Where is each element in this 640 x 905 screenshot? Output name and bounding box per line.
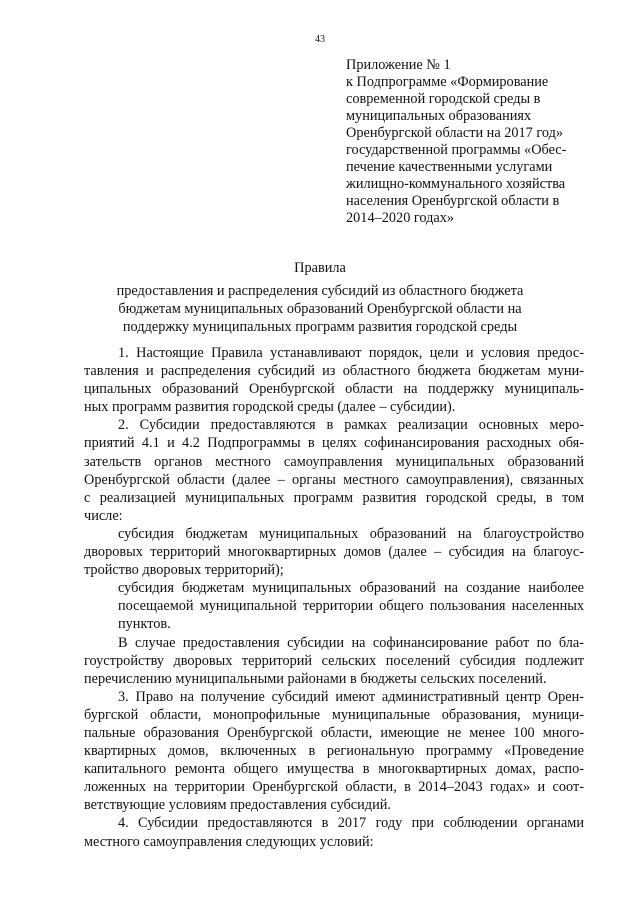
text-line: пунктов.	[118, 616, 171, 633]
text-line: 4. Субсидии предоставляются в 2017 году при соблюдении органами	[118, 815, 584, 832]
text-line: посещаемой муниципальной территории общего пользования населенных	[118, 598, 584, 615]
text-line: пальные образования Оренбургской области, имеющие не менее 100 много-	[84, 724, 584, 741]
document-title: Правила	[294, 260, 346, 276]
text-line: ложенных на территории Оренбургской области, в 2014–2043 годах» и соот-	[84, 779, 584, 796]
text-line: с реализацией муниципальных программ развития городской среды, в том	[84, 489, 584, 506]
text-line: субсидия бюджетам муниципальных образований на создание наиболее	[118, 580, 584, 597]
paragraph-subsidy-yards	[84, 525, 584, 579]
text-line: ветствующие условиям предоставления субсидий.	[84, 797, 391, 814]
text-line: ных программ развития городской среды (далее – субсидии).	[84, 399, 456, 416]
text-line: гоустройству дворовых территорий сельских поселений субсидия подлежит	[84, 652, 584, 669]
paragraph-1	[84, 344, 584, 416]
appendix-line: 2014–2020 годах»	[346, 210, 455, 226]
document-subtitle	[0, 282, 640, 336]
paragraph-rural-settlements	[84, 634, 584, 688]
appendix-line: Приложение № 1	[346, 57, 451, 73]
appendix-line: к Подпрограмме «Формирование	[346, 74, 549, 90]
appendix-line: современной городской среды в	[346, 91, 541, 107]
text-line: тройство дворовых территорий);	[84, 562, 284, 579]
text-line: капитального ремонта общего имущества в многоквартирных домах, распо-	[84, 761, 584, 778]
document-body	[84, 344, 584, 851]
subtitle-line: бюджетам муниципальных образований Оренбургской области на	[118, 301, 522, 317]
appendix-line: Оренбургской области на 2017 год»	[346, 125, 564, 141]
text-line: Оренбургской области (далее – органы местного самоуправления), связанных	[84, 471, 584, 488]
text-line: приятий 4.1 и 4.2 Подпрограммы в целях софинансирования расходных обя-	[84, 435, 584, 452]
paragraph-subsidy-public-area	[84, 579, 584, 633]
paragraph-2	[84, 416, 584, 525]
text-line: местного самоуправления следующих условий:	[84, 833, 374, 850]
appendix-header	[346, 57, 596, 227]
subtitle-line: поддержку муниципальных программ развития городской среды	[122, 319, 518, 335]
text-line: зательств органов местного самоуправления муниципальных образований	[84, 453, 584, 470]
text-line: 3. Право на получение субсидий имеют административный центр Орен-	[118, 688, 584, 705]
appendix-line: жилищно-коммунального хозяйства	[346, 176, 566, 192]
appendix-line: муниципальных образованиях	[346, 108, 532, 124]
text-line: субсидия бюджетам муниципальных образований на благоустройство	[118, 525, 584, 542]
paragraph-3	[84, 688, 584, 815]
text-line: 2. Субсидии предоставляются в рамках реализации основных меро-	[118, 417, 584, 434]
text-line: числе:	[84, 507, 123, 524]
appendix-line: государственной программы «Обес-	[346, 142, 567, 158]
paragraph-4	[84, 814, 584, 850]
text-line: перечислению муниципальными районами в бюджеты сельских поселений.	[84, 670, 547, 687]
page-number: 43	[315, 34, 325, 45]
text-line: квартирных домов, включенных в региональную программу «Проведение	[84, 743, 584, 760]
text-line: тавления и распределения субсидий из областного бюджета бюджетам муни-	[84, 363, 584, 380]
text-line: бургской области, монопрофильные муниципальные образования, муници-	[84, 706, 584, 723]
text-line: дворовых территорий многоквартирных домов (далее – субсидия на благоус-	[84, 544, 584, 561]
text-line: В случае предоставления субсидии на софинансирование работ по бла-	[118, 634, 584, 651]
text-line: 1. Настоящие Правила устанавливают порядок, цели и условия предос-	[118, 345, 584, 361]
appendix-line: печение качественными услугами	[346, 159, 553, 175]
text-line: ципальных образований Оренбургской области на поддержку муниципаль-	[84, 381, 584, 398]
subtitle-line: предоставления и распределения субсидий из областного бюджета	[116, 283, 524, 299]
appendix-line: населения Оренбургской области в	[346, 193, 560, 209]
